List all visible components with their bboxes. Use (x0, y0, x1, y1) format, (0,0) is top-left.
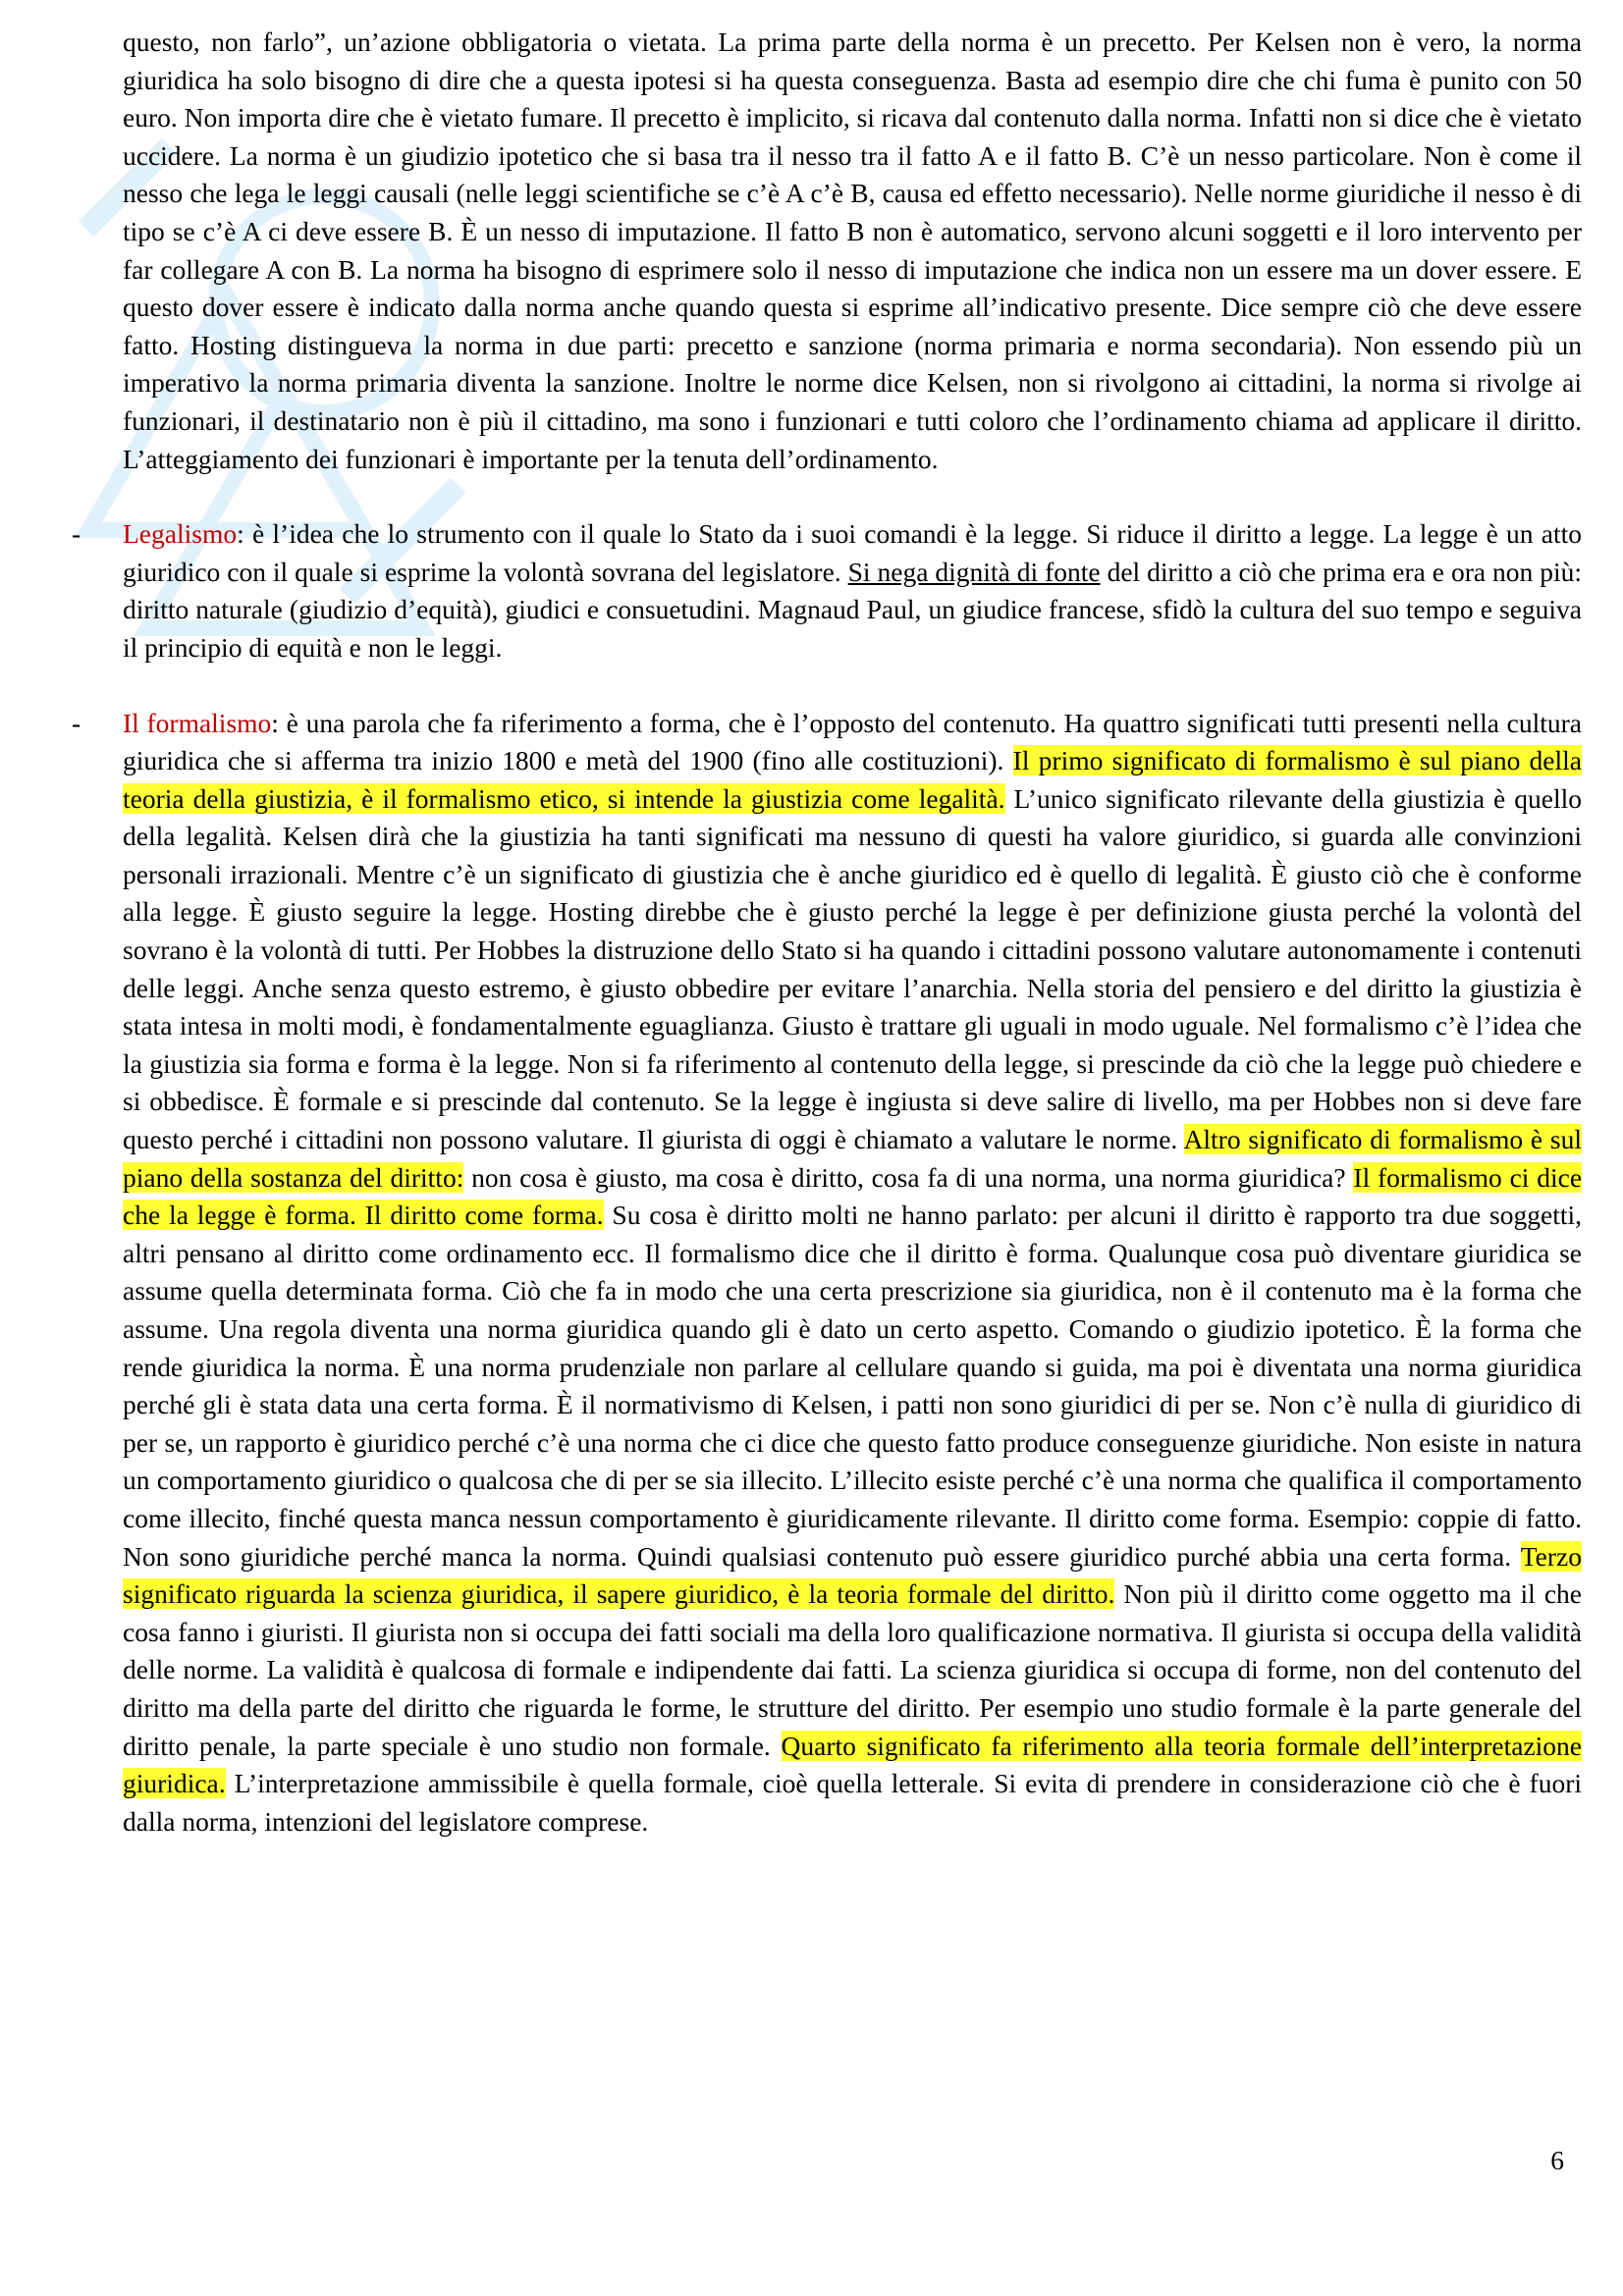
formalismo-text-3: non cosa è giusto, ma cosa è diritto, cosa fa di una norma, una norma giuridica? (463, 1161, 1354, 1193)
paragraph-formalismo (123, 705, 1582, 1842)
paragraph-intro: questo, non farlo”, un’azione obbligatoria o vietata. La prima parte della norma è un precetto. Per Kelsen non è vero, la norma giuridica ha solo bisogno di dire che a questa ipotesi si ha questa conseguenza. Basta ad esempio dire che chi fuma è punito con 50 euro. Non importa dire che è vietato fumare. Il precetto è implicito, si ricava dal contenuto dalla norma. Infatti non si dice che è vietato uccidere. La norma è un giudizio ipotetico che si basa tra il nesso tra il fatto A e il fatto B. C’è un nesso particolare. Non è come il nesso che lega le leggi causali (nelle leggi scientifiche se c’è A c’è B, causa ed effetto necessario). Nelle norme giuridiche il nesso è di tipo se c’è A ci deve essere B. È un nesso di imputazione. Il fatto B non è automatico, servono alcuni soggetti e il loro intervento per far collegare A con B. La norma ha bisogno di esprimere solo il nesso di imputazione che indica non un essere ma un dover essere. E questo dover essere è indicato dalla norma anche quando questa si esprime all’indicativo presente. Dice sempre ciò che deve essere fatto. Hosting distingueva la norma in due parti: precetto e sanzione (norma primaria e norma secondaria). Non essendo più un imperativo la norma primaria diventa la sanzione. Inoltre le norme dice Kelsen, non si rivolgono ai cittadini, la norma si rivolge ai funzionari, il destinatario non è più il cittadino, ma sono i funzionari e tutti coloro che l’ordinamento chiama ad applicare il diritto. L’atteggiamento dei funzionari è importante per la tenuta dell’ordinamento. (123, 27, 1582, 474)
term-legalismo: Legalismo (123, 518, 238, 550)
document-body (72, 24, 1583, 1841)
bullet-formalismo (72, 705, 1583, 1842)
formalismo-text-6: L’interpretazione ammissibile è quella formale, cioè quella letterale. Si evita di prendere in considerazione ciò che è fuori dalla norma, intenzioni del legislatore comprese. (123, 1768, 1582, 1837)
paragraph-gap (123, 667, 1582, 705)
highlight-altro-significato: Altro significato di formalismo è sul piano della sostanza del diritto: (123, 1124, 1582, 1193)
paragraph-gap (123, 478, 1582, 515)
formalismo-text-4: Su cosa è diritto molti ne hanno parlato: per alcuni il diritto è rapporto tra due soggetti, altri pensano al diritto come ordinamento ecc. Il formalismo dice che il diritto è forma. Qualunque cosa può diventare giuridica se assume quella determinata forma. Ciò che fa in modo che una certa prescrizione sia giuridica, non è il contenuto ma è la forma che assume. Una regola diventa una norma giuridica quando gli è dato un certo aspetto. Comando o giudizio ipotetico. È la forma che rende giuridica la norma. È una norma prudenziale non parlare al cellulare quando si guida, ma poi è diventata una norma giuridica perché gli è stata data una certa forma. È il normativismo di Kelsen, i patti non sono giuridici di per se. Non c’è nulla di giuridico di per se, un rapporto è giuridico perché c’è una norma che ci dice che questo fatto produce conseguenze giuridiche. Non esiste in natura un comportamento giuridico o qualcosa che di per se sia illecito. L’illecito esiste perché c’è una norma che qualifica il comportamento come illecito, finché questa manca nessun comportamento è giuridicamente rilevante. Il diritto come forma. Esempio: coppie di fatto. Non sono giuridiche perché manca la norma. Quindi qualsiasi contenuto può essere giuridico purché abbia una certa forma. (123, 1200, 1582, 1572)
formalismo-text-5: Non più il diritto come oggetto ma il che cosa fanno i giuristi. Il giurista non si occupa dei fatti sociali ma della loro qualificazione normativa. Il giurista si occupa della validità delle norme. La validità è qualcosa di formale e indipendente dai fatti. La scienza giuridica si occupa di forme, non del contenuto del diritto ma della parte del diritto che riguarda le forme, le strutture del diritto. Per esempio uno studio formale è la parte generale del diritto penale, la parte speciale è uno studio non formale. (123, 1578, 1582, 1761)
page-number: 6 (1550, 2145, 1564, 2175)
bullet-dash: - (72, 518, 81, 550)
legalismo-underlined: Si nega dignità di fonte (847, 556, 1101, 587)
formalismo-text-1: : è una parola che fa riferimento a forma, che è l’opposto del contenuto. Ha quattro significati tutti presenti nella cultura giuridica che si afferma tra inizio 1800 e metà del 1900 (fino alle costituzioni). (123, 707, 1582, 776)
highlight-terzo-significato: Terzo significato riguarda la scienza giuridica, il sapere giuridico, è la teoria formale del diritto. (123, 1540, 1582, 1610)
legalismo-text-1: : è l’idea che lo strumento con il quale lo Stato da i suoi comandi è la legge. Si riduce il diritto a legge. La legge è un atto giuridico con il quale si esprime la volontà sovrana del legislatore. (123, 518, 1582, 587)
bullet-dash: - (72, 707, 81, 738)
highlight-diritto-forma: Il formalismo ci dice che la legge è forma. Il diritto come forma. (123, 1161, 1583, 1231)
highlight-quarto-significato: Quarto significato fa riferimento alla teoria formale dell’interpretazione giuridica. (123, 1730, 1582, 1799)
term-formalismo: Il formalismo (123, 707, 272, 738)
highlight-primo-significato: Il primo significato di formalismo è sul piano della teoria della giustizia, è il formalismo etico, si intende la giustizia come legalità. (123, 745, 1582, 814)
paragraph-legalismo (123, 515, 1582, 667)
formalismo-text-2: L’unico significato rilevante della giustizia è quello della legalità. Kelsen dirà che la giustizia ha tanti significati ma nessuno di questi ha valore giuridico, si guarda alle convinzioni personali irrazionali. Mentre c’è un significato di giustizia che è anche giuridico ed è quello di legalità. È giusto ciò che è conforme alla legge. È giusto seguire la legge. Hosting direbbe che è giusto perché la legge è per definizione giusta perché la volontà del sovrano è la volontà di tutti. Per Hobbes la distruzione dello Stato si ha quando i cittadini possono valutare autonomamente i contenuti delle leggi. Anche senza questo estremo, è giusto obbedire per evitare l’anarchia. Nella storia del pensiero e del diritto la giustizia è stata intesa in molti modi, è fondamentalmente eguaglianza. Giusto è trattare gli uguali in modo uguale. Nel formalismo c’è l’idea che la giustizia sia forma e forma è la legge. Non si fa riferimento al contenuto della legge, si prescinde da ciò che la legge può chiedere e si obbedisce. È formale e si prescinde dal contenuto. Se la legge è ingiusta si deve salire di livello, ma per Hobbes non si deve fare questo perché i cittadini non possono valutare. Il giurista di oggi è chiamato a valutare le norme. (123, 782, 1583, 1155)
legalismo-text-2: del diritto a ciò che prima era e ora non più: diritto naturale (giudizio d’equità), giudici e consuetudini. Magnaud Paul, un giudice francese, sfidò la cultura del suo tempo e seguiva il principio di equità e non le leggi. (123, 556, 1583, 663)
bullet-legalismo (72, 515, 1583, 667)
